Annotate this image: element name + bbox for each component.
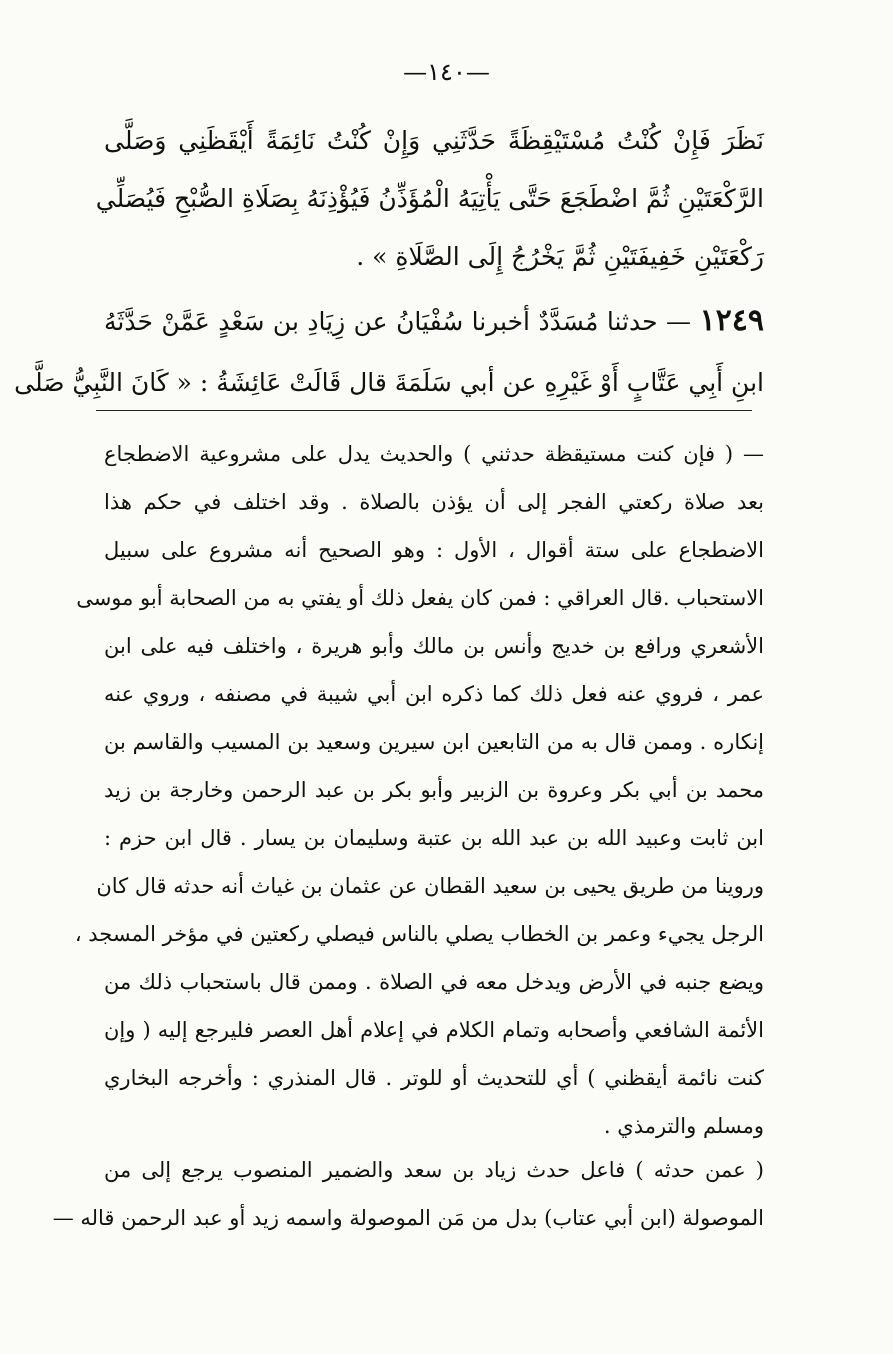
- commentary-line: كنت نائمة أيقظني ) أي للتحديث أو للوتر . قال المنذري : وأخرجه البخاري: [104, 1066, 764, 1090]
- main-text: [95, 112, 764, 286]
- commentary-line: الرجل يجيء وعمر بن الخطاب يصلي بالناس فيصلي ركعتين في مؤخر المسجد ،: [74, 922, 764, 946]
- commentary-line: إنكاره . وممن قال به من التابعين ابن سيرين وسعيد بن المسيب والقاسم بن: [104, 730, 764, 754]
- hadith-chain: — حدثنا مُسَدَّدٌ أخبرنا سُفْيَانُ عن زِيَادِ بن سَعْدٍ عَمَّنْ حَدَّثَهُ: [104, 307, 692, 336]
- page-number: —١٤٠—: [403, 58, 490, 86]
- footnote-divider: [96, 410, 752, 411]
- commentary-line: الاستحباب .قال العراقي : فمن كان يفعل ذلك أو يفتي به من الصحابة أبو موسى: [76, 586, 764, 610]
- commentary-line: وروينا من طريق يحيى بن سعيد القطان عن عثمان بن غياث أنه حدثه قال كان: [96, 874, 764, 898]
- hadith-block: [14, 290, 764, 414]
- commentary-line: الموصولة (ابن أبي عتاب) بدل من مَن الموصولة واسمه زيد أو عبد الرحمن قاله —: [52, 1206, 764, 1230]
- commentary-line: ( عمن حدثه ) فاعل حدث زياد بن سعد والضمير المنصوب يرجع إلى من: [104, 1158, 764, 1182]
- commentary-line: ومسلم والترمذي .: [603, 1114, 764, 1138]
- main-text-line: رَكْعَتَيْنِ خَفِيفَتَيْنِ ثُمَّ يَخْرُجُ إِلَى الصَّلَاةِ » .: [356, 242, 764, 271]
- commentary-line: ويضع جنبه في الأرض ويدخل معه في الصلاة . وممن قال باستحباب ذلك من: [104, 970, 764, 994]
- commentary-line: الاضطجاع على ستة أقوال ، الأول : وهو الصحيح أنه مشروع على سبيل: [104, 538, 764, 562]
- commentary-line: عمر ، فروي عنه فعل ذلك كما ذكره ابن أبي شيبة في مصنفه ، وروي عنه: [104, 682, 764, 706]
- commentary-block: [74, 430, 764, 1150]
- hadith-line-2: ابنِ أَبِي عَتَّابٍ أَوْ غَيْرِهِ عن أبي سَلَمَةَ قال قَالَتْ عَائِشَةُ : « كَانَ النَّبِيُّ صَلَّى: [14, 368, 764, 397]
- commentary-line: — ( فإن كنت مستيقظة حدثني ) والحديث يدل على مشروعية الاضطجاع: [104, 442, 764, 466]
- commentary-block-2: [52, 1146, 764, 1242]
- commentary-line: ابن ثابت وعبيد الله بن عبد الله بن عتبة وسليمان بن يسار . قال ابن حزم :: [104, 826, 764, 850]
- commentary-line: الأئمة الشافعي وأصحابه وتمام الكلام في إعلام أهل العصر فليرجع إليه ( وإن: [104, 1018, 764, 1042]
- commentary-line: بعد صلاة ركعتي الفجر إلى أن يؤذن بالصلاة . وقد اختلف في حكم هذا: [104, 490, 764, 514]
- hadith-number: ١٢٤٩: [699, 303, 764, 338]
- commentary-line: محمد بن أبي بكر وعروة بن الزبير وأبو بكر بن عبد الرحمن وخارجة بن زيد: [104, 778, 764, 802]
- hadith-line-1: [104, 290, 764, 352]
- main-text-line: الرَّكْعَتَيْنِ ثُمَّ اضْطَجَعَ حَتَّى يَأْتِيَهُ الْمُؤَذِّنُ فَيُؤْذِنَهُ بِصَلَاةِ الصُّبْحِ فَيُصَلِّي: [95, 184, 764, 213]
- commentary-line: الأشعري ورافع بن خديج وأنس بن مالك وأبو هريرة ، واختلف فيه على ابن: [104, 634, 764, 658]
- main-text-line: نَظَرَ فَإِنْ كُنْتُ مُسْتَيْقِظَةً حَدَّثَنِي وَإِنْ كُنْتُ نَائِمَةً أَيْقَظَنِي وَصَلَّى: [104, 126, 764, 155]
